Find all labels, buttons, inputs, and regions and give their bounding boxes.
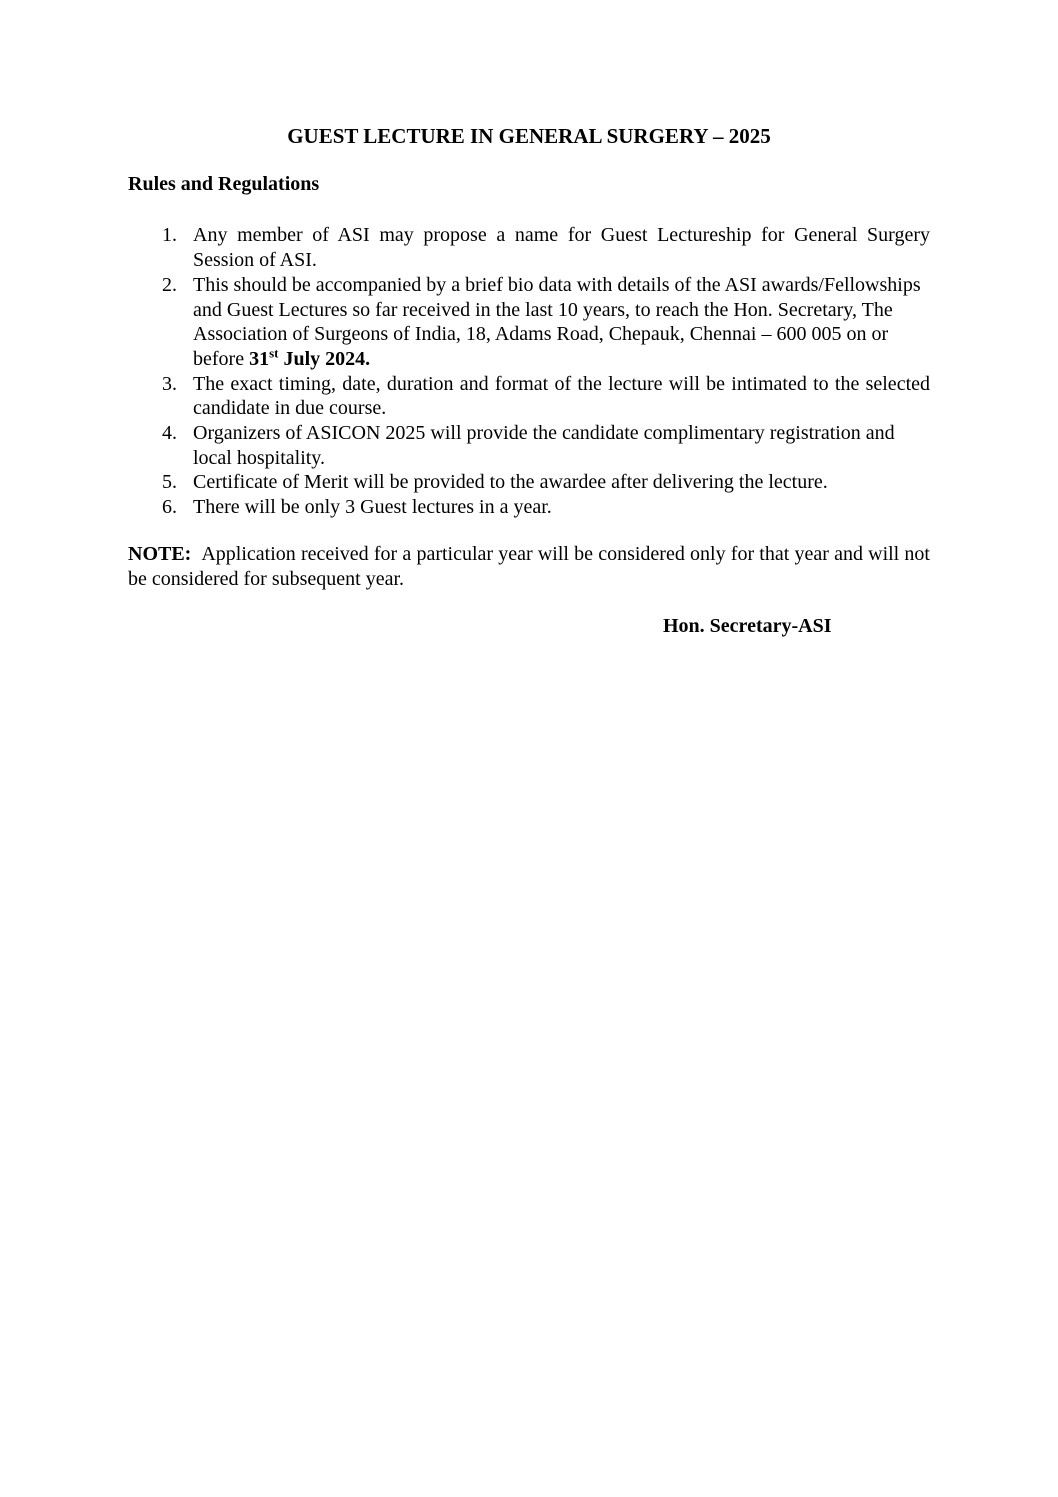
deadline-day: 31	[249, 347, 270, 370]
rule-item-4	[128, 421, 930, 470]
rule-number: 2.	[162, 273, 177, 296]
rule-number: 6.	[162, 496, 177, 519]
section-heading-rules-and-regulations: Rules and Regulations	[128, 172, 320, 195]
rule-item-3	[128, 372, 930, 421]
rule-text: Any member of ASI may propose a name for Guest Lectureship for General Surgery Session of ASI.	[193, 224, 930, 272]
rule-number: 5.	[162, 471, 177, 494]
rule-text: Certificate of Merit will be provided to the awardee after delivering the lecture.	[193, 471, 828, 494]
rule-text-body: This should be accompanied by a brief bio data with details of the ASI awards/Fellowships and Guest Lectures so far received in the last 10 years, to reach the Hon. Secretary, The Association of Surgeons of India, 18, Adams Road, Chepauk, Chennai – 600 005 on or before	[193, 273, 921, 370]
rule-text: The exact timing, date, duration and format of the lecture will be intimated to the selected candidate in due course.	[193, 372, 930, 420]
rule-text: There will be only 3 Guest lectures in a year.	[193, 496, 552, 519]
rule-item-6	[128, 495, 930, 520]
deadline-date	[249, 345, 371, 370]
document-title: GUEST LECTURE IN GENERAL SURGERY – 2025	[287, 124, 771, 148]
rule-number: 3.	[162, 372, 177, 395]
rule-text	[193, 273, 930, 372]
note-text: Application received for a particular year will be considered only for that year and will not be considered for subsequent year.	[128, 542, 930, 590]
rule-text: Organizers of ASICON 2025 will provide the candidate complimentary registration and local hospitality.	[193, 422, 895, 469]
rule-item-2	[128, 273, 930, 372]
rule-number: 1.	[162, 224, 177, 247]
rule-number: 4.	[162, 422, 177, 445]
note-label: NOTE:	[128, 542, 192, 565]
rule-item-1	[128, 223, 930, 272]
signature-hon-secretary: Hon. Secretary-ASI	[663, 615, 832, 638]
deadline-month-year: July 2024.	[278, 347, 371, 370]
rule-item-5	[128, 470, 930, 495]
note-paragraph	[128, 542, 930, 591]
deadline-ordinal-suffix: st	[269, 345, 279, 361]
rules-list	[128, 223, 930, 519]
